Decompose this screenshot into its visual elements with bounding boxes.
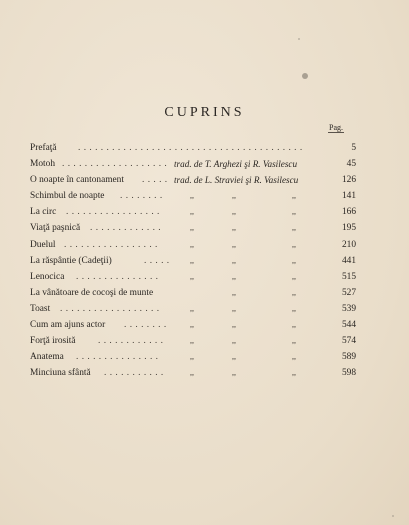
entry-title: Schimbul de noapte [30, 191, 105, 202]
ditto-mark: ,, [190, 303, 194, 313]
ditto-mark: ,, [292, 239, 296, 249]
ditto-mark: ,, [190, 368, 194, 378]
entry-title: Minciuna sfântă [30, 368, 91, 379]
ditto-mark: ,, [190, 207, 194, 217]
entry-title: Motoh [30, 159, 56, 170]
entry-page: 5 [351, 143, 356, 153]
toc-row [30, 204, 356, 220]
ditto-mark: ,, [232, 336, 236, 346]
toc-row [30, 237, 356, 253]
entry-page: 126 [341, 175, 356, 186]
ditto-mark: ,, [292, 255, 296, 265]
dot-leader: . . . . . . . . . . . . . . . [76, 271, 159, 282]
ditto-mark: ,, [232, 287, 236, 297]
entry-title: Toast [30, 303, 51, 314]
entry-title: La răspântie (Cadeţii) [30, 255, 112, 266]
ditto-mark: ,, [292, 336, 296, 346]
toc-row [30, 317, 356, 333]
entry-title: Duelul [30, 239, 56, 250]
toc-row [30, 365, 356, 381]
toc-row [30, 285, 356, 301]
ditto-mark: ,, [292, 352, 296, 362]
dot-leader: . . . . . . . . . . . . . . . . . [64, 239, 158, 250]
toc-row [30, 301, 356, 317]
ditto-mark: ,, [190, 223, 194, 233]
ditto-mark: ,, [292, 320, 296, 330]
entry-translator: trad. de T. Arghezi şi R. Vasilescu [174, 159, 298, 170]
entry-title: Viaţă paşnică [30, 223, 81, 234]
dot-leader: . . . . . [144, 255, 170, 266]
ditto-mark: ,, [232, 239, 236, 249]
dot-leader: . . . . . . . . [120, 191, 163, 202]
entry-page: 141 [341, 191, 356, 202]
ditto-mark: ,, [232, 255, 236, 265]
ink-spot [302, 73, 308, 79]
ditto-mark: ,, [190, 352, 194, 362]
toc-row [30, 269, 356, 285]
toc-row [30, 188, 356, 204]
entry-page: 574 [341, 336, 356, 347]
ditto-mark: ,, [232, 352, 236, 362]
entry-title: O noapte în cantonament [30, 175, 124, 186]
ditto-mark: ,, [292, 271, 296, 281]
entry-page: 527 [341, 287, 356, 298]
entry-title: La vânătoare de cocoşi de munte [30, 287, 154, 298]
toc-row [30, 220, 356, 236]
entry-page: 166 [341, 207, 356, 218]
ditto-mark: ,, [190, 271, 194, 281]
entry-page: 544 [341, 320, 356, 331]
entry-translator: trad. de L. Straviei şi R. Vasilescu [174, 175, 299, 186]
ditto-mark: ,, [292, 303, 296, 313]
paper-speck [392, 515, 394, 517]
dot-leader: . . . . . . . . . . . . . . . . . . . [62, 159, 168, 170]
ditto-mark: ,, [232, 320, 236, 330]
ditto-mark: ,, [292, 191, 296, 201]
ditto-mark: ,, [232, 303, 236, 313]
entry-title: Lenocica [30, 271, 65, 282]
entry-page: 195 [341, 223, 356, 234]
entry-page: 589 [341, 352, 356, 363]
ditto-mark: ,, [232, 207, 236, 217]
page-title: CUPRINS [164, 105, 245, 120]
dot-leader: . . . . . . . . . . . . [98, 336, 164, 347]
dot-leader: . . . . . [142, 175, 168, 186]
table-of-contents [30, 140, 356, 381]
ditto-mark: ,, [232, 368, 236, 378]
dot-leader: . . . . . . . . . . . . . . . . . [66, 207, 160, 218]
ditto-mark: ,, [190, 239, 194, 249]
ditto-mark: ,, [292, 223, 296, 233]
ditto-mark: ,, [190, 255, 194, 265]
entry-page: 515 [341, 271, 356, 282]
entry-title: Forţă irosită [30, 336, 76, 347]
toc-row [30, 349, 356, 365]
entry-title: Cum am ajuns actor [30, 320, 106, 331]
toc-row [30, 156, 356, 172]
entry-page: 539 [341, 303, 356, 314]
ditto-mark: ,, [292, 207, 296, 217]
dot-leader: . . . . . . . . . . . . . . . [76, 352, 159, 363]
dot-leader: . . . . . . . . . . . . . . . . . . . . . . . . . . . . . . . . . . . . . . . . [78, 143, 303, 153]
ditto-mark: ,, [292, 287, 296, 297]
toc-row [30, 140, 356, 156]
toc-row [30, 253, 356, 269]
ditto-mark: ,, [190, 320, 194, 330]
ditto-mark: ,, [190, 336, 194, 346]
entry-title: Anatema [30, 352, 64, 363]
entry-title: Prefaţă [30, 143, 57, 153]
ditto-mark: ,, [232, 271, 236, 281]
page-column-label: Pag. [329, 123, 343, 132]
paper-speck [298, 38, 300, 40]
ditto-mark: ,, [292, 368, 296, 378]
entry-page: 45 [346, 159, 356, 170]
dot-leader: . . . . . . . . . . . [104, 368, 164, 379]
entry-page: 441 [341, 255, 356, 266]
ditto-mark: ,, [232, 191, 236, 201]
toc-row [30, 333, 356, 349]
entry-page: 598 [341, 368, 356, 379]
ditto-mark: ,, [232, 223, 236, 233]
toc-row [30, 172, 356, 188]
dot-leader: . . . . . . . . [124, 320, 167, 331]
ditto-mark: ,, [190, 191, 194, 201]
entry-page: 210 [341, 239, 356, 250]
dot-leader: . . . . . . . . . . . . . . . . . . [60, 303, 160, 314]
entry-title: La circ [30, 207, 57, 218]
dot-leader: . . . . . . . . . . . . . [90, 223, 162, 234]
